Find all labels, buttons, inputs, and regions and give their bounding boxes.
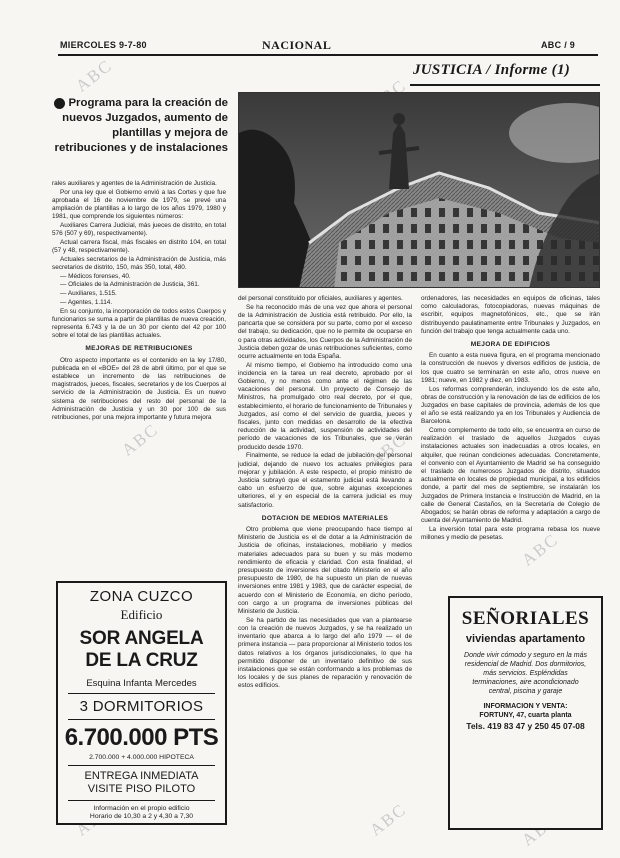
subheading: MEJORA DE EDIFICIOS — [470, 341, 551, 349]
paragraph: Actual carrera fiscal, más fiscales en distrito 104, en total (57 y 48, respectivamente). — [52, 238, 226, 255]
paragraph: En cuanto a esta nueva figura, en el programa mencionado la construcción de nuevos y diversos edificios de justicia, de los que cuatro se terminarán en este año, otros nueve en 1981; nueve, en 1982 y diez, en 1983. — [421, 352, 600, 384]
section-name: NACIONAL — [262, 38, 332, 52]
list-item: — Oficiales de la Administración de Justicia, 361. — [60, 281, 200, 289]
ad-info-2: Horario de 10,30 a 2 y 4,30 a 7,30 — [89, 813, 194, 820]
ad-zone: ZONA CUZCO — [89, 588, 194, 605]
headline: Programa para la creación de nuevos Juzgados, aumento de plantillas y mejora de retribuciones y de instalaciones — [54, 97, 228, 154]
paragraph: Como complemento de todo ello, se encuentra en curso de realización el traslado de aquellos Juzgados cuyas instalaciones actuales son inadecuadas a otros locales, en alquiler, que reúnan condiciones adecuadas. Concretamente, el convenio con el Ayuntamiento de Madrid se ha conseguido el traslado de numerosos Juzgados de distrito, situados actualmente en locales de propiedad municipal, a los edificios donde, a partir del mes de septiembre, se instalarán los Juzgados de Primera Instancia e Instrucción de Madrid, en la calle de General Castaños, en la Secretaría de Colegio de Abogados; se harán obras de reforma y adaptación a cargo de cuenta del Ayuntamiento de Madrid. — [421, 427, 600, 525]
subheading: MEJORAS DE RETRIBUCIONES — [85, 345, 193, 353]
ad-building-name-1: SOR ANGELA — [79, 628, 204, 649]
section-title-rule — [410, 84, 600, 86]
abc-watermark: ABC — [118, 419, 163, 460]
ad-divider — [68, 693, 215, 694]
paragraph: Se ha partido de las necesidades que van a plantearse con la creación de nuevos Juzgados, y se ha realizado un inventario que abarca a lo largo del año 1979 — el de primera instancia — para proporcionar al Ministerio todos los datos relativos a los órganos jurisdiccionales, lo que ha permitido disponer de un inventario definitivo de sus instalaciones que se están conformando a los problemas de los locales y de sus planes de reparación y renovación de estos edificios. — [238, 616, 412, 690]
building-photo-icon — [239, 93, 600, 288]
issue-date: MIERCOLES 9-7-80 — [60, 40, 147, 50]
paragraph: Actuales secretarios de la Administración de Justicia, más secretarios de distrito, 150, más 350, total, 480. — [52, 255, 226, 272]
paragraph: En su conjunto, la incorporación de todos estos Cuerpos y funcionarios se suma a partir de plantillas de nueva creación, representa 6.743 y la de un 30 por ciento del 42 por 100 sobre el total de las plantillas actuales. — [52, 307, 226, 340]
ad-divider — [68, 719, 215, 720]
paragraph: Los reformas comprenderán, incluyendo los de este año, obras de construcción y la renovación de las de edificios de los Juzgados en base capitales de provincia, además de los que el año se está realizando ya en los Tribunales y Audiencia de Barcelona. — [421, 385, 600, 426]
paragraph: La inversión total para este programa rebasa los nueve millones y medio de pesetas. — [421, 525, 600, 542]
article-column-1 — [52, 180, 226, 572]
ad-info-label: INFORMACION Y VENTA: — [483, 703, 568, 710]
list-item: — Auxiliares, 1.515. — [60, 290, 117, 298]
ad-divider — [68, 800, 215, 801]
paragraph: Se ha reconocido más de una vez que ahora el personal de la Administración de Justicia está retribuido. Por ello, la pancarta que se considera por su parte, como por el exceso del trabajo, su dedicación, que no le permite de ocuparse en o para otras actividades, los Cuerpos de la Administración de Justicia deben gozar de unas retribuciones suficientes, como ocurre actualmente en toda España. — [238, 303, 412, 360]
ad-description: Donde vivir cómodo y seguro en la más residencial de Madrid. Dos dormitorios, más servicios. Espléndidas terminaciones, aire acondicionado central, piscina y garaje — [464, 652, 587, 695]
ad-phone: Tels. 419 83 47 y 250 45 07-08 — [466, 721, 585, 731]
paragraph: ordenadores, las necesidades en equipos de oficinas, tales como calculadoras, fotocopiadoras, nuevas máquinas de escribir, equipos magnetofónicos, etc., que se irán distribuyendo paulatinamente entre Tribunales y Juzgados, en función del trabajo que tenga actualmente cada uno. — [421, 295, 600, 335]
abc-watermark: ABC — [366, 799, 411, 840]
paragraph: del personal constituido por oficiales, auxiliares y agentes. — [238, 295, 403, 302]
list-item: — Médicos forenses, 40. — [60, 272, 131, 280]
abc-watermark: ABC — [518, 529, 563, 570]
paragraph: rales auxiliares y agentes de la Administración de Justicia. — [52, 180, 217, 187]
abc-watermark: ABC — [72, 55, 117, 96]
ad-zona-cuzco — [56, 581, 227, 825]
ad-subtitle: viviendas apartamento — [465, 633, 586, 645]
paragraph: Al mismo tiempo, el Gobierno ha introducido como una incidencia en la tarea un real decreto, aprobado por el Gobierno, y no menos como ante el régimen de las vacaciones del personal. Un proyecto de Consejo de Ministros, ha promulgado otro real decreto, por el que, establecimiento, el horario de funcionamiento de Tribunales y Juzgados, así como el del servicio de guardia, jueces y fiscales, junto con medidas en desarrollo de la efectiva reducción de la actividad, suspensión de actividades del período de vacaciones de los Tribunales, que se verán producido desde 1970. — [238, 361, 412, 451]
paragraph: Por una ley que el Gobierno envió a las Cortes y que fue aprobada el 16 de noviembre de 1979, se prevé una ampliación de plantillas a lo largo de los años 1979, 1980 y 1981, que comprende los siguientes números: — [52, 188, 226, 221]
page-number: ABC / 9 — [541, 40, 576, 50]
ad-building-name-2: DE LA CRUZ — [85, 650, 198, 671]
ad-title: SEÑORIALES — [461, 608, 590, 629]
subheading: DOTACION DE MEDIOS MATERIALES — [261, 514, 389, 522]
paragraph: Auxiliares Carrera Judicial, más jueces de distrito, en total 576 (507 y 69), respectivamente). — [52, 222, 226, 238]
ad-info-1: Información en el propio edificio — [93, 805, 190, 812]
list-item: — Agentes, 1.114. — [60, 298, 113, 306]
ad-price: 6.700.000 PTS — [64, 724, 219, 751]
ad-location: Esquina Infanta Mercedes — [86, 678, 197, 689]
ad-delivery-1: ENTREGA INMEDIATA — [84, 770, 199, 782]
masthead-rule — [58, 54, 598, 56]
ad-address: FORTUNY, 47, cuarta planta — [479, 712, 572, 719]
paragraph: Otro aspecto importante es el contenido en la ley 17/80, publicada en el «BOE» del 28 de abril último, por el que se establece un incremento de las retribuciones de magistrados, jueces, fiscales, secretarios y de los Cuerpos al servicio de la Administración de Justicia. Es un nuevo sistema de retribuciones del resto del personal de la Administración de Justicia y un 30 por 100 de sus retribuciones, por una mejora importante y futura mejora — [52, 356, 226, 421]
ad-senoriales — [448, 596, 603, 830]
ad-edificio: Edificio — [120, 607, 163, 622]
building-photo — [238, 92, 600, 288]
abc-watermark: ABC — [366, 429, 411, 470]
ad-bedrooms: 3 DORMITORIOS — [79, 698, 204, 715]
paragraph: Finalmente, se reduce la edad de jubilación del personal judicial, dejando de nuevo los actuales privilegios para mejorar y jubilación. A este respecto, el propio ministro de Justicia subrayó que el estamento judicial está llevando a cabo un esfuerzo de que, sobre algunas excepciones ulteriores, el y en especial de la carrera judicial es muy satisfactorio. — [238, 452, 412, 509]
ad-divider — [68, 765, 215, 766]
article-column-2 — [238, 295, 412, 830]
ad-delivery-2: VISITE PISO PILOTO — [87, 783, 196, 795]
paragraph: Otro problema que viene preocupando hace tiempo al Ministerio de Justicia es el de dotar a la Administración de Justicia de oficinas, instalaciones, mobiliario y medios materiales adecuados para su buen y su más moderno rendimiento de eficacia y claridad. Con esta finalidad, el presupuesto de inversiones del citado Ministerio en el año presupuesto de 1980, de ha supuesto un plan de nuevas inversiones entre 1981 y 1983, que de carácter especial, de acuerdo con el Ministerio de Economía, en dicho período, con cargo a un programa de inversiones públicas del Ministerio de Justicia. — [238, 525, 412, 616]
ad-mortgage: 2.700.000 + 4.000.000 HIPOTECA — [89, 754, 194, 761]
section-title: JUSTICIA / Informe (1) — [413, 62, 571, 78]
article-column-3 — [421, 295, 600, 595]
